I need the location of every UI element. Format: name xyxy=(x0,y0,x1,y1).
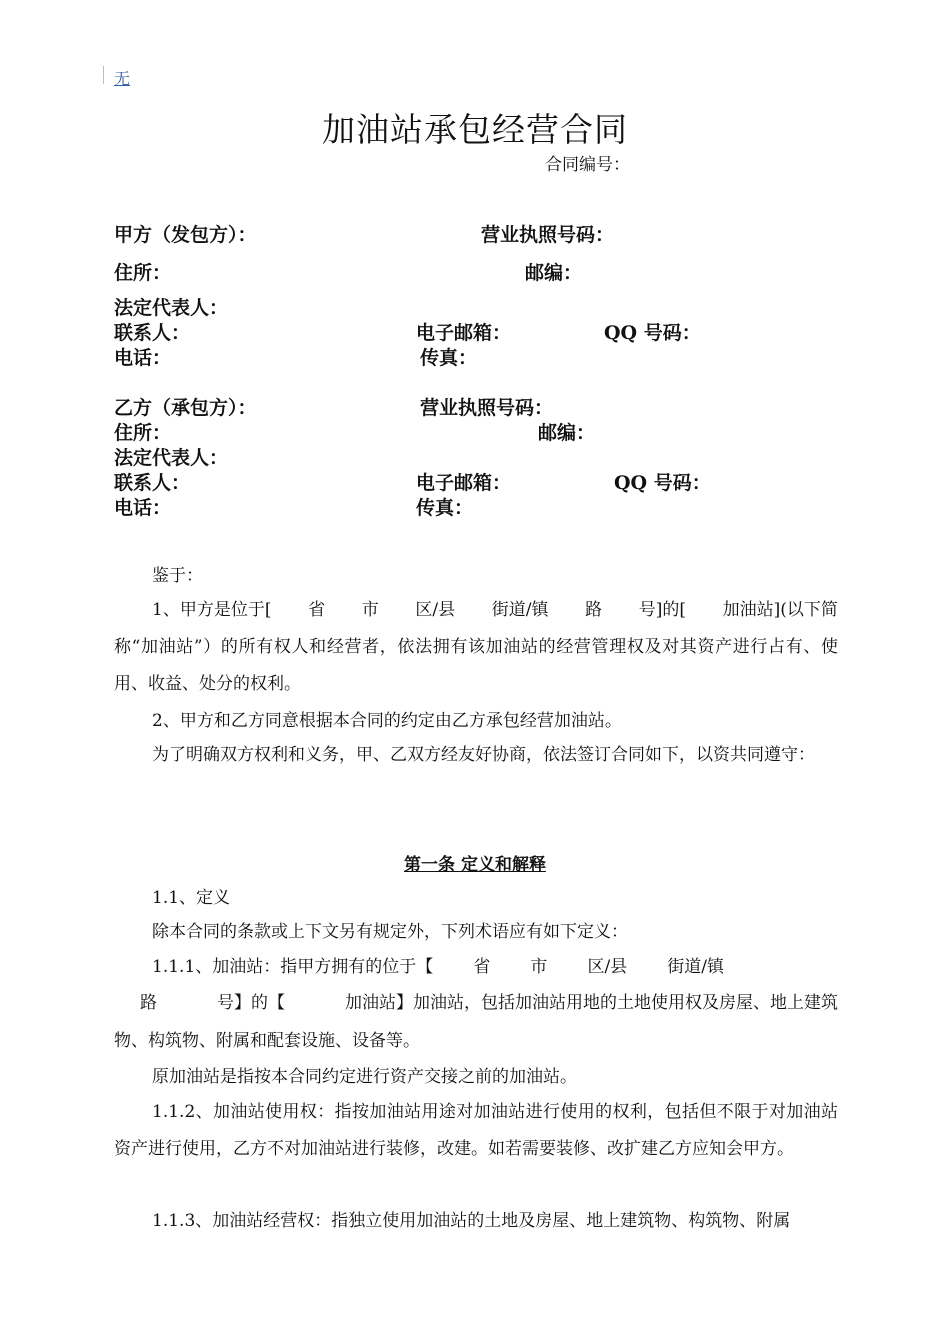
definition-1-1-1-part: 区/县 xyxy=(587,957,628,977)
recital-1-part: 1、甲方是位于[ xyxy=(152,600,272,620)
definition-1-1-1-part: 省 xyxy=(473,957,491,977)
recital-1-part: 市 xyxy=(361,600,379,620)
definition-1-1-3: 1.1.3、加油站经营权：指独立使用加油站的土地及房屋、地上建筑物、构筑物、附属 xyxy=(152,1211,791,1231)
party-b-address-label: 住所： xyxy=(114,422,172,444)
party-a-address-label: 住所： xyxy=(114,262,172,284)
recital-closing: 为了明确双方权利和义务，甲、乙双方经友好协商，依法签订合同如下，以资共同遵守： xyxy=(152,745,815,765)
definition-1-1-1-part: 路 xyxy=(140,993,157,1013)
party-b-email-label: 电子邮箱： xyxy=(416,472,512,494)
definition-1-1-1-part: 市 xyxy=(530,957,548,977)
definition-1-1-1-part: 加油站】加油站，包括加油站用地的土地使用权及房屋、地上建筑 xyxy=(345,993,838,1013)
party-a-contact-label: 联系人： xyxy=(114,322,191,344)
definition-1-1-1-part: 街道/镇 xyxy=(667,957,724,977)
recitals-heading: 鉴于： xyxy=(152,566,203,586)
party-b-qq-label: QQ 号码： xyxy=(614,472,711,494)
definitions-intro: 除本合同的条款或上下文另有规定外，下列术语应有如下定义： xyxy=(152,922,628,942)
header-divider xyxy=(103,66,104,84)
definition-1-1-1-continuation: 物、构筑物、附属和配套设施、设备等。 xyxy=(114,1031,420,1051)
definition-1-1-1-part: 号】的【 xyxy=(217,993,285,1013)
recital-item-1-continuation: 称“加油站”）的所有权人和经营者，依法拥有该加油站的经营管理权及对其资产进行占有、使用、收益、处分的权利。 xyxy=(114,637,838,694)
document-title: 加油站承包经营合同 xyxy=(322,110,628,149)
header-link[interactable]: 无 xyxy=(114,69,131,88)
party-a-fax-label: 传真： xyxy=(420,347,478,369)
section-1-1-heading: 1.1、定义 xyxy=(152,888,231,908)
recital-item-2: 2、甲方和乙方同意根据本合同的约定由乙方承包经营加油站。 xyxy=(152,711,622,731)
party-a-legal-rep-label: 法定代表人： xyxy=(114,297,229,319)
recital-1-part: 号]的[ xyxy=(638,600,687,620)
party-a-phone-label: 电话： xyxy=(114,347,172,369)
definition-1-1-1-second-line xyxy=(140,985,838,1022)
party-a-email-label: 电子邮箱： xyxy=(416,322,512,344)
article-1-title xyxy=(0,850,950,875)
recital-1-part: 区/县 xyxy=(415,600,456,620)
definition-1-1-1-first-line xyxy=(152,949,724,986)
recital-1-part: 街道/镇 xyxy=(491,600,549,620)
article-1-title-text: 第一条 定义和解释 xyxy=(404,855,546,875)
party-a-name-label: 甲方（发包方）： xyxy=(114,224,257,246)
party-b-legal-rep-label: 法定代表人： xyxy=(114,447,229,469)
recital-1-part: 加油站](以下简 xyxy=(722,600,838,620)
party-b-license-label: 营业执照号码： xyxy=(420,397,554,419)
party-a-license-label: 营业执照号码： xyxy=(481,224,615,246)
party-b-phone-label: 电话： xyxy=(114,497,172,519)
party-a-qq-label: QQ 号码： xyxy=(604,322,701,344)
original-station-definition: 原加油站是指按本合同约定进行资产交接之前的加油站。 xyxy=(152,1067,577,1087)
definition-1-1-1-part: 1.1.1、加油站：指甲方拥有的位于【 xyxy=(152,957,434,977)
definition-1-1-2: 1.1.2、加油站使用权：指按加油站用途对加油站进行使用的权利，包括但不限于对加油站资产进行使用，乙方不对加油站进行装修，改建。如若需要装修、改扩建乙方应知会甲方。 xyxy=(114,1102,838,1159)
party-b-postcode-label: 邮编： xyxy=(538,422,596,444)
party-b-contact-label: 联系人： xyxy=(114,472,191,494)
party-b-name-label: 乙方（承包方）： xyxy=(114,397,257,419)
recital-1-part: 路 xyxy=(585,600,603,620)
party-b-fax-label: 传真： xyxy=(416,497,474,519)
party-a-postcode-label: 邮编： xyxy=(525,262,583,284)
recital-item-1-first-line xyxy=(152,592,838,629)
recital-1-part: 省 xyxy=(308,600,326,620)
contract-number-label: 合同编号： xyxy=(545,155,630,175)
